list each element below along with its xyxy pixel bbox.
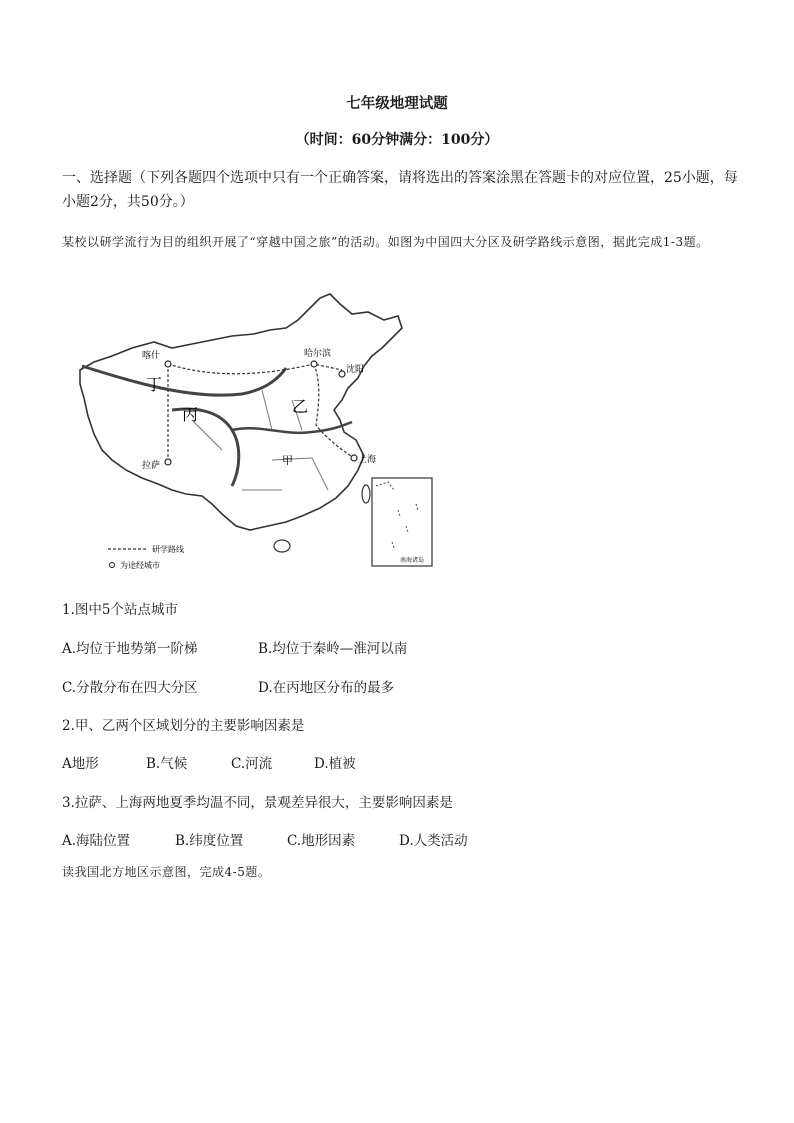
inset-coast	[376, 482, 418, 548]
inset-frame	[372, 478, 432, 566]
region-label-jia: 甲	[282, 454, 293, 467]
q3-option-c: C.地形因素	[287, 833, 356, 849]
label-shanghai: 上海	[358, 455, 377, 465]
legend-stop-symbol	[110, 563, 115, 568]
map-drawing	[72, 290, 444, 576]
q3-option-b: B.纬度位置	[175, 833, 244, 849]
qinling-huaihe-line	[232, 422, 352, 433]
label-shenyang: 沈阳	[346, 365, 365, 375]
label-kashi: 喀什	[142, 351, 161, 361]
hainan-island	[274, 540, 290, 552]
label-lhasa: 拉萨	[142, 461, 161, 471]
region-label-yi: 乙	[292, 397, 309, 416]
q3-option-d: D.人类活动	[399, 833, 468, 849]
taiwan-island	[362, 485, 370, 503]
north-northwest-boundary	[82, 366, 286, 395]
city-kashi	[165, 361, 171, 367]
q2-option-c: C.河流	[231, 756, 273, 772]
exam-info: （时间：60分钟满分：100分）	[295, 132, 499, 148]
q1-option-b: B.均位于秦岭—淮河以南	[258, 641, 408, 657]
china-outline	[80, 294, 402, 530]
city-lhasa	[165, 459, 171, 465]
section-instruction: 一、选择题（下列各题四个选项中只有一个正确答案，请将选出的答案涂黑在答题卡的对应位置，25小题，每小题2分，共50分。）	[62, 170, 738, 210]
q2-option-a: A地形	[62, 756, 99, 772]
page-title: 七年级地理试题	[346, 95, 448, 112]
q2-option-b: B.气候	[146, 756, 188, 772]
legend-route-label: 研学路线	[152, 545, 184, 554]
city-shanghai	[351, 455, 357, 461]
next-question-intro: 读我国北方地区示意图，完成4-5题。	[62, 865, 271, 879]
label-harbin: 哈尔滨	[304, 349, 332, 359]
q2-option-d: D.植被	[314, 756, 356, 772]
q3-option-a: A.海陆位置	[62, 833, 131, 849]
city-shenyang	[339, 371, 345, 377]
region-label-ding: 丁	[146, 375, 163, 394]
q1-option-d: D.在丙地区分布的最多	[258, 680, 395, 696]
china-regions-map	[72, 290, 444, 576]
question-3: 3.拉萨、上海两地夏季均温不同，景观差异很大，主要影响因素是	[62, 795, 453, 811]
question-1: 1.图中5个站点城市	[62, 602, 178, 618]
inset-label: 南海诸岛	[400, 557, 425, 564]
legend-stop-label: 为途经城市	[120, 561, 160, 570]
city-harbin	[311, 361, 317, 367]
q1-option-a: A.均位于地势第一阶梯	[62, 641, 198, 657]
q1-option-c: C.分散分布在四大分区	[62, 680, 198, 696]
region-label-bing: 丙	[182, 405, 199, 424]
question-2: 2.甲、乙两个区域划分的主要影响因素是	[62, 718, 305, 734]
question-intro: 某校以研学流行为目的组织开展了“穿越中国之旅”的活动。如图为中国四大分区及研学路线示意图，据此完成1-3题。	[62, 235, 709, 249]
